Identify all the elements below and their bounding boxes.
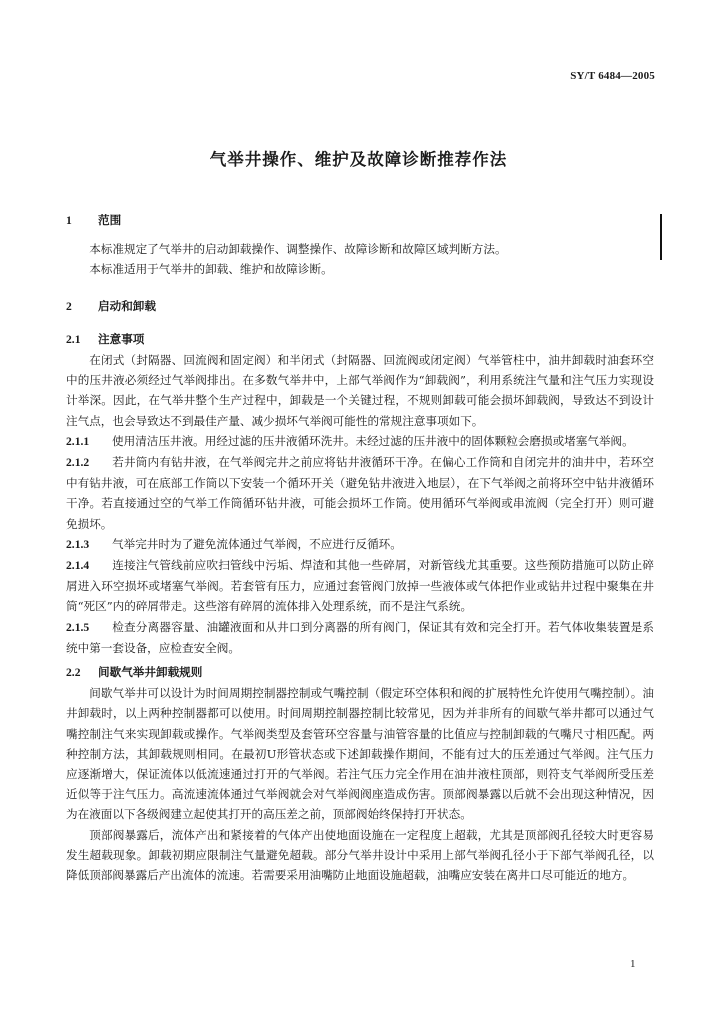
- revision-bar: [660, 214, 662, 260]
- clause-number: 2.1.4: [66, 559, 90, 573]
- clause-2-1-2: [66, 452, 654, 534]
- section-2-2-number: 2.2: [66, 666, 81, 680]
- section-2-title: 启动和卸载: [98, 298, 156, 313]
- clause-text: 检查分离器容量、油罐液面和从井口到分离器的所有阀门，保证其有效和完全打开。若气体收集装置是系统中第一套设备，应检查安全阀。: [66, 619, 654, 655]
- section-2-2-title: 间歇气举井卸载规则: [98, 665, 203, 680]
- document-body: [66, 210, 654, 885]
- clause-2-1-4: [66, 555, 654, 617]
- clause-2-1-3: [66, 534, 654, 555]
- clause-text: 使用清洁压井液。用经过滤的压井液循环洗井。未经过滤的压井液中的固体颗粒会磨损或堵塞气举阀。: [112, 433, 634, 448]
- section-1-paragraph-2: 本标准适用于气举井的卸载、维护和故障诊断。: [89, 262, 333, 277]
- clause-2-1-1: [66, 431, 654, 452]
- section-1-heading: [66, 210, 654, 231]
- section-2-2-paragraph-1: 间歇气举井可以设计为时间周期控制器控制或气嘴控制（假定环空体积和阀的扩展特性允许使用气嘴控制）。油井卸载时，以上两种控制器都可以使用。时间周期控制器控制比较常见，因为并非所有的间歇气举井都可以通过气嘴控制注气来实现卸载或操作。气举阀类型及套管环空容量与油管容量的比值应与控制卸载的气嘴尺寸相匹配。两种控制方法，其卸载规则相同。在最初U形管状态或下述卸载操作期间，不能有过大的压差通过气举阀。注气压力应逐渐增大，保证流体以低流速通过打开的气举阀。若注气压力完全作用在油井液柱顶部，则符支气举阀所受压差近似等于注气压力。高流速流体通过气举阀就会对气举阀阀座造成伤害。顶部阀暴露以后就不会出现这种情况，因为在液面以下各级阀建立起使其打开的高压差之前，顶部阀始终保持打开状态。: [66, 686, 654, 822]
- page-number: 1: [630, 958, 636, 970]
- section-2-1-heading: [66, 329, 654, 350]
- section-2-1-title: 注意事项: [98, 331, 145, 346]
- clause-text: 连接注气管线前应吹扫管线中污垢、焊渣和其他一些碎屑，对新管线尤其重要。这些预防措施可以防止碎屑进入环空损坏或堵塞气举阀。若套管有压力，应通过套管阀门放掉一些液体或气体把作业或钻井过程中聚集在井筒“死区”内的碎屑带走。这些溶有碎屑的流体排入处理系统，而不是注气系统。: [66, 558, 654, 614]
- section-2-2-paragraph-2: 顶部阀暴露后，流体产出和紧接着的气体产出使地面设施在一定程度上超载，尤其是顶部阀孔径较大时更容易发生超载现象。卸载初期应限制注气量避免超载。部分气举井设计中采用上部气举阀孔径小于下部气举阀孔径，以降低顶部阀暴露后产出流体的流速。若需要采用油嘴防止地面设施超载，油嘴应安装在离井口尽可能近的地方。: [66, 827, 654, 883]
- section-2-2-heading: [66, 662, 654, 683]
- document-title: 气举井操作、维护及故障诊断推荐作法: [209, 150, 508, 169]
- clause-number: 2.1.5: [66, 620, 90, 634]
- clause-number: 2.1.2: [66, 456, 90, 470]
- section-2-heading: [66, 296, 654, 317]
- clause-2-1-5: [66, 617, 654, 658]
- clause-number: 2.1.1: [66, 434, 90, 448]
- section-2-1-number: 2.1: [66, 332, 81, 346]
- section-1-title: 范围: [98, 213, 122, 227]
- section-1-paragraph-1: 本标准规定了气举井的启动卸载操作、调整操作、故障诊断和故障区域判断方法。: [89, 242, 507, 257]
- section-2-1-paragraph: 在闭式（封隔器、回流阀和固定阀）和半闭式（封隔器、回流阀或闭定阀）气举管柱中，油井卸载时油套环空中的压井液必须经过气举阀排出。在多数气举井中，上部气举阀作为“卸载阀”，利用系统注气量和注气压力实现设计举深。因此，在气举井整个生产过程中，卸载是一个关键过程，不规则卸载可能会损坏卸载阀，导致达不到设计注气点，也会导致达不到最佳产量、减少损坏气举阀可能性的常规注意事项如下。: [66, 353, 654, 428]
- clause-number: 2.1.3: [66, 537, 90, 551]
- clause-text: 若井筒内有钻井液，在气举阀完井之前应将钻井液循环干净。在偏心工作筒和自闭完井的油井中，若环空中有钻井液，可在底部工作筒以下安装一个循环开关（避免钻井液进入地层），在下气举阀之前将环空中钻井液循环干净。若直接通过空的气举工作筒循环钻井液，可能会损坏工作筒。使用循环气举阀或串流阀（完全打开）则可避免损坏。: [66, 455, 654, 531]
- standard-code: SY/T 6484—2005: [570, 70, 655, 82]
- section-2-number: 2: [66, 299, 72, 313]
- section-1-number: 1: [66, 214, 72, 227]
- clause-text: 气举完井时为了避免流体通过气举阀，不应进行反循环。: [112, 536, 402, 551]
